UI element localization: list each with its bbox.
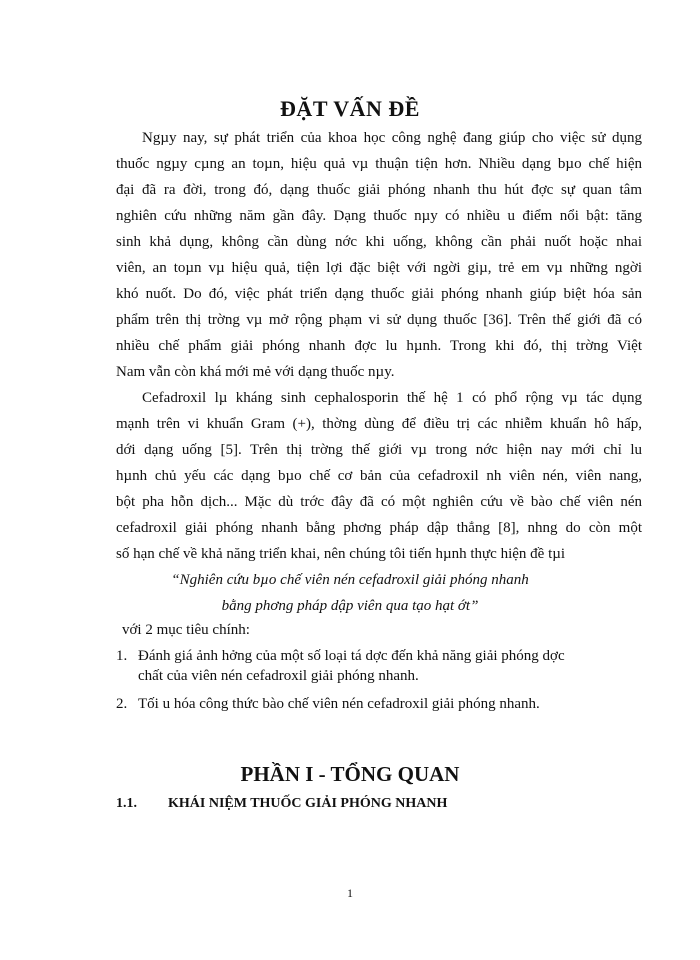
- paragraph1-line: nhiều chế phẩm giải phóng nhanh đợc lu hµnh. Trong khi đó, thị trờng Việt: [116, 338, 642, 354]
- paragraph1-line: nghiên cứu những năm gần đây. Dạng thuốc nµy có nhiều u điểm nổi bật: tăng: [116, 208, 642, 224]
- objective-text-line: chất của viên nén cefadroxil giải phóng nhanh.: [138, 668, 419, 684]
- paragraph2-line: mạnh trên vi khuẩn Gram (+), thờng dùng để điều trị các nhiễm khuẩn hô hấp,: [116, 416, 642, 432]
- objectives-intro: với 2 mục tiêu chính:: [122, 622, 250, 638]
- paragraph1-line: sinh khả dụng, không cần dùng nớc khi uống, không cần phải nuốt hoặc nhai: [116, 234, 642, 250]
- paragraph1-line: phẩm trên thị trờng vµ mở rộng phạm vi sử dụng thuốc [36]. Trên thế giới đã có: [116, 312, 642, 328]
- objective-text-line: Tối u hóa công thức bào chế viên nén cefadroxil giải phóng nhanh.: [138, 696, 540, 712]
- objective-number: 1.: [116, 648, 128, 664]
- section-heading: [116, 796, 447, 812]
- paragraph2-line: số hạn chế về khả năng triển khai, nên chúng tôi tiến hµnh thực hiện đề tµi: [116, 546, 566, 562]
- page-number: 1: [347, 886, 353, 900]
- paragraph1-line: Nam vẫn còn khá mới mẻ với dạng thuốc nµy.: [116, 364, 395, 380]
- paragraph1-line: Ngµy nay, sự phát triển của khoa học công nghệ đang giúp cho việc sử dụng: [142, 130, 642, 146]
- section-title: KHÁI NIỆM THUỐC GIẢI PHÓNG NHANH: [168, 796, 448, 811]
- part-heading: PHẦN I - TỔNG QUAN: [240, 762, 460, 786]
- paragraph2-line: dới dạng uống [5]. Trên thị trờng thế giới vµ trong nớc hiện nay mới chỉ lu: [116, 442, 642, 458]
- paragraph2-line: Cefadroxil lµ kháng sinh cephalosporin thế hệ 1 có phổ rộng vµ tác dụng: [142, 390, 642, 406]
- paragraph1-line: thuốc ngµy cµng an toµn, hiệu quả vµ thuận tiện hơn. Nhiều dạng bµo chế hiện: [116, 156, 642, 172]
- paragraph2-line: hµnh chủ yếu các dạng bµo chế cơ bản của cefadroxil nh viên nén, viên nang,: [116, 468, 642, 484]
- paragraph2-line: bột pha hỗn dịch... Mặc dù trớc đây đã có một nghiên cứu về bào chế viên nén: [116, 494, 642, 510]
- thesis-title-quote-line: bằng phơng pháp dập viên qua tạo hạt ớt”: [221, 598, 479, 614]
- section-number: 1.1.: [116, 796, 137, 811]
- objective-text-line: Đánh giá ảnh hởng của một số loại tá dợc đến khả năng giải phóng dợc: [138, 648, 565, 664]
- objective-number: 2.: [116, 696, 128, 712]
- paragraph1-line: viên, an toµn vµ hiệu quả, tiện lợi đặc biệt với ngời giµ, trẻ em vµ những ngời: [116, 260, 642, 276]
- thesis-title-quote-line: “Nghiên cứu bµo chế viên nén cefadroxil giải phóng nhanh: [171, 572, 529, 588]
- paragraph1-line: khó nuốt. Do đó, việc phát triển dạng thuốc giải phóng nhanh giúp biệt hóa sản: [116, 286, 642, 302]
- paragraph1-line: đại đã ra đời, trong đó, dạng thuốc giải phóng nhanh thu hút đợc sự quan tâm: [116, 182, 642, 198]
- paragraph2-line: cefadroxil giải phóng nhanh bằng phơng pháp dập thẳng [8], nhng do còn một: [116, 520, 642, 536]
- page-title: ĐẶT VẤN ĐỀ: [280, 96, 420, 121]
